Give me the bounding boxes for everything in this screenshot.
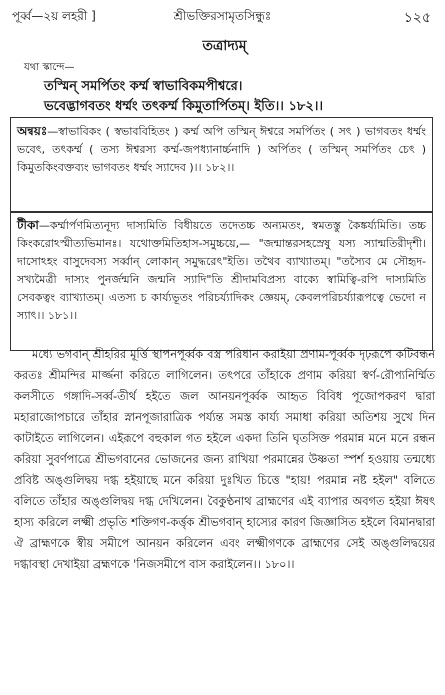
anvaya-text: —স্বাভাবিকং ( স্বভাববিহিতং ) কর্ম্ম অপি তস্মিন্‌ ঈশ্বরে সমর্পিতং ( সৎ ) ভাগবতং ধর্ম্মং ভবেৎ, তৎকর্ম্ম ( তস্য ঈশ্বরস্য কর্ম্ম-জপধ্যানার্চ্চনাদি ) অর্পিতং ( তস্মিন্‌ সমর্পিতং চেৎ ) কিমুতকিংবক্তব্যং ভাগবতং ধর্ম্মং স্যাদেব )।। ১৮২।। — [17, 125, 426, 174]
tika-label: টীকা — [17, 218, 39, 232]
sanskrit-verse — [44, 77, 435, 117]
verse-line: তস্মিন্‌ সমর্পিতং কর্ম্ম স্বাভাবিকমপীশ্বরে। — [44, 79, 243, 94]
bengali-commentary — [14, 344, 435, 575]
verse-line: ভবেদ্ভাগবতং ধর্ম্মং তৎকর্ম্ম কিমুতার্পিতম্‌। ইতি।। ১৮২।। — [44, 99, 324, 114]
verse-section — [14, 34, 435, 117]
page-number: ১২৫ — [403, 10, 431, 26]
commentary-paragraph: মধ্যে ভগবান্‌ শ্রীহরির মূর্ত্তি স্থাপনপূর্ব্বক বস্ত্র পরিধান করাইয়া প্রণাম-পূর্ব্বক দৃঢ়রূপে কটিবন্ধন করতঃ শ্রীমন্দির মার্জ্জনা করিতে লাগিলেন। তৎপরে তাঁহাকে প্রণাম করিয়া স্বর্ণ-রৌপ্যনির্ম্মিত কলসীতে গঙ্গাদি-সর্ব্ব-তীর্থ হইতে জল আনয়নপূর্ব্বক আহৃত বিবিধ পূজোপকরণ দ্বারা মহারাজোপচারে তাঁহার স্নানপূজারাত্রিক পর্য্যন্ত সমস্ত কার্য্য সমাধা করিয়া অতিশয় সুখে দিন কাটাইতে লাগিলেন। এইরূপে বহুকাল গত হইলে একদা তিনি ঘৃতসিক্ত পরমান্ন মনে মনে রন্ধন করিয়া সুবর্ণপাত্রে শ্রীভগবানের ভোজনের জন্য রাখিয়া পরমান্নের উষ্ণতা স্পর্শ হওয়ায় তন্মধ্যে প্রবিষ্ট অঙ্গুলিদ্বয় দগ্ধ হইয়াছে মনে করিয়া দুঃখিত চিত্তে "হায়! পরমান্ন নষ্ট হইল" বলিতে বলিতে তাঁহার অঙ্গুলিদ্বয় দগ্ধ দেখিলেন। বৈকুণ্ঠনাথ ব্রাহ্মণের এই ব্যাপার অবগত হইয়া ঈষৎ হাস্য করিলে লক্ষ্মী প্রভৃতি শক্তিগণ-কর্ত্তৃক শ্রীভগবান্‌ হাস্যের কারণ জিজ্ঞাসিত হইলে বিমানদ্বারা ঐ ব্রাহ্মণকে স্বীয় সমীপে আনয়ন করিলেন এবং লক্ষ্মীগণকে ব্রাহ্মণের সেই অঙ্গুলিদ্বয়ের দগ্ধাবস্থা দেখাইয়া ব্রহ্মণকে 'নিজসমীপে বাস করাইলেন।। ১৮০।। — [14, 348, 435, 571]
running-header — [10, 6, 435, 26]
anvaya-label: অন্বয়ঃ — [17, 124, 48, 138]
tika-text: —কর্ম্মার্পণমিত্যনূদ্য দাস্যমিতি বিধীয়তে তদেতচ্চ অন্যমতং, স্বমতস্তু কৈঙ্কর্য্যমিতি। তচ্চ কিংকরোঽস্মীত্যভিমানঃ। যথোক্তমিতিহাস-সমুচ্চয়ে,— "জন্মান্তরসহস্রেষু যস্য স্যান্মতিরীদৃশী। দাসোঽহং বাসুদেবস্য সর্ব্বান্‌ লোকান্‌ সমুদ্ধরেৎ"ইতি। তথৈব ব্যাখ্যাতম্‌। "তস্যৈব মে সৌহৃদ-সখ্যমৈত্রী দাস্যং পুনর্জন্মনি জন্মনি স্যাদি"তি শ্রীদামবিপ্রস্য বাক্যে স্বামিত্বি-রপি দাস্যমিতি সেবকত্বং ব্যাখ্যাতম্‌। এতস্য চ কার্য্যভূতং পরিচর্য্যাদিকং জ্ঞেয়ম্‌, কেবলপরিচর্য্যারূপত্বে ভেদো ন স্যাৎ।। ১৮১।। — [17, 219, 426, 322]
tika-box — [10, 211, 433, 351]
verse-intro: যথা স্কান্দে— — [24, 62, 75, 73]
header-chapter: পূৰ্ব্ব—২য় লহরী ] — [12, 9, 96, 23]
section-title: তত্রাদ্যম্‌ — [202, 38, 247, 54]
anvaya-box — [10, 117, 433, 213]
header-book-title: শ্রীভক্তিরসামৃতসিন্ধুঃ — [173, 9, 272, 23]
